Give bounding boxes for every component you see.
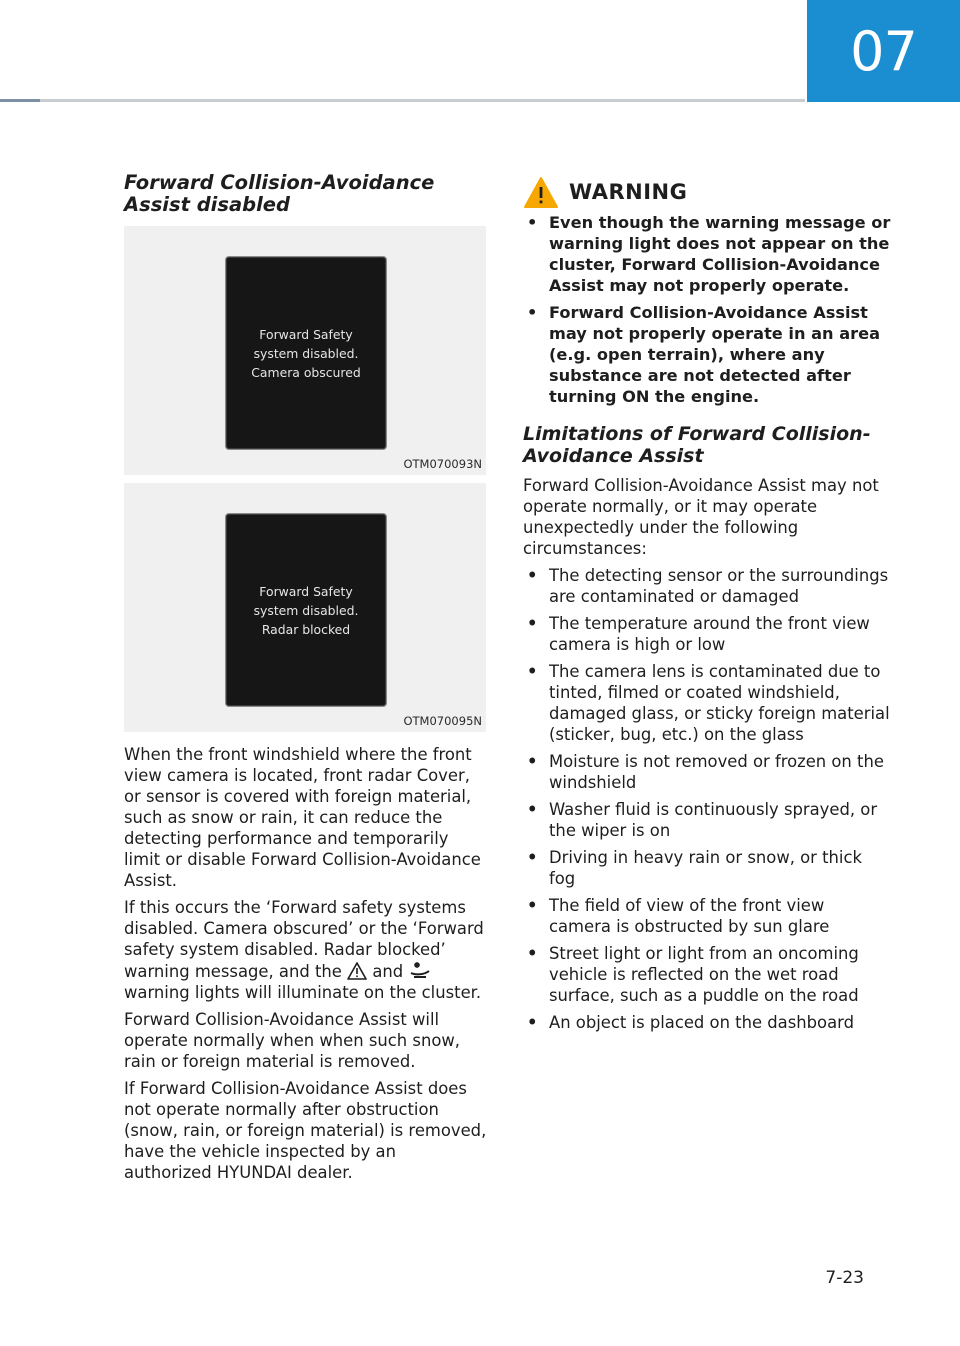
subsection-title: Limitations of Forward Collision-Avoidance Assist bbox=[523, 423, 871, 467]
display-line: Radar blocked bbox=[261, 621, 351, 637]
chapter-tab bbox=[807, 0, 960, 102]
list-item: • The temperature around the front view camera is high or low bbox=[523, 613, 891, 655]
list-item: • Driving in heavy rain or snow, or thick fog bbox=[523, 847, 891, 889]
list-item: • An object is placed on the dashboard bbox=[523, 1012, 891, 1033]
section-title: Forward Collision-Avoidance Assist disabled bbox=[124, 171, 435, 216]
paragraph-text: and bbox=[372, 962, 404, 981]
paragraph: When the front windshield where the front view camera is located, front radar Cover, or sensor is covered with foreign material, such as snow or rain, it can reduce the detecting performance and temporarily limit or disable Forward Collision-Avoidance Assist. bbox=[124, 745, 481, 890]
left-column bbox=[124, 172, 488, 1189]
display-line: Forward Safety bbox=[259, 326, 353, 342]
right-column bbox=[523, 172, 891, 1039]
paragraph: Forward Collision-Avoidance Assist may not operate normally, or it may operate unexpectedly under the following circumstances: bbox=[523, 476, 879, 558]
paragraph: Forward Collision-Avoidance Assist will operate normally when when such snow, rain or foreign material is removed. bbox=[124, 1010, 460, 1071]
list-item: • Street light or light from an oncoming vehicle is reflected on the wet road surface, such as a puddle on the road bbox=[523, 943, 891, 1006]
display-line: system disabled. bbox=[253, 602, 359, 618]
paragraph-text: warning lights will illuminate on the cluster. bbox=[124, 983, 482, 1002]
warning-header bbox=[523, 172, 891, 212]
display-line: Camera obscured bbox=[251, 364, 361, 380]
figure-code: OTM070093N bbox=[403, 457, 482, 471]
list-item: • Even though the warning message or warning light does not appear on the cluster, Forward Collision-Avoidance Assist may not properly operate. bbox=[523, 212, 891, 296]
chapter-number: 07 bbox=[850, 19, 917, 83]
cluster-display bbox=[225, 256, 387, 450]
warning-title: WARNING bbox=[569, 180, 688, 204]
cluster-display bbox=[225, 513, 387, 707]
list-item: • Forward Collision-Avoidance Assist may not properly operate in an area (e.g. open terrain), where any substance are not detected after turning ON the engine. bbox=[523, 302, 891, 407]
list-item: • The detecting sensor or the surroundings are contaminated or damaged bbox=[523, 565, 891, 607]
paragraph-with-icons bbox=[124, 897, 488, 1003]
list-item: • The camera lens is contaminated due to tinted, filmed or coated windshield, damaged glass, or sticky foreign material (sticker, bug, etc.) on the glass bbox=[523, 661, 891, 745]
header-rule-accent bbox=[0, 99, 40, 102]
display-line: system disabled. bbox=[253, 345, 359, 361]
figure-camera-obscured bbox=[124, 226, 486, 475]
figure-code: OTM070095N bbox=[403, 714, 482, 728]
warning-triangle-icon bbox=[523, 176, 559, 209]
display-line: Forward Safety bbox=[259, 583, 353, 599]
warning-list bbox=[523, 212, 891, 407]
conditions-list bbox=[523, 565, 891, 1033]
list-item: • Moisture is not removed or frozen on the windshield bbox=[523, 751, 891, 793]
page-number: 7-23 bbox=[825, 1268, 864, 1288]
figure-radar-blocked bbox=[124, 483, 486, 732]
forward-collision-warning-icon bbox=[408, 960, 432, 980]
paragraph: If Forward Collision-Avoidance Assist does not operate normally after obstruction (snow, rain, or foreign material) is removed, have the vehicle inspected by an authorized HYUNDAI dealer. bbox=[124, 1079, 487, 1182]
list-item: • The field of view of the front view camera is obstructed by sun glare bbox=[523, 895, 891, 937]
paragraph-text: If this occurs the ‘Forward safety systems disabled. Camera obscured’ or the ‘Forward safety system disabled. Radar blocked’ warning message, and the bbox=[124, 898, 484, 981]
header-rule bbox=[0, 99, 805, 102]
warning-triangle-icon bbox=[347, 962, 367, 980]
list-item: • Washer fluid is continuously sprayed, or the wiper is on bbox=[523, 799, 891, 841]
